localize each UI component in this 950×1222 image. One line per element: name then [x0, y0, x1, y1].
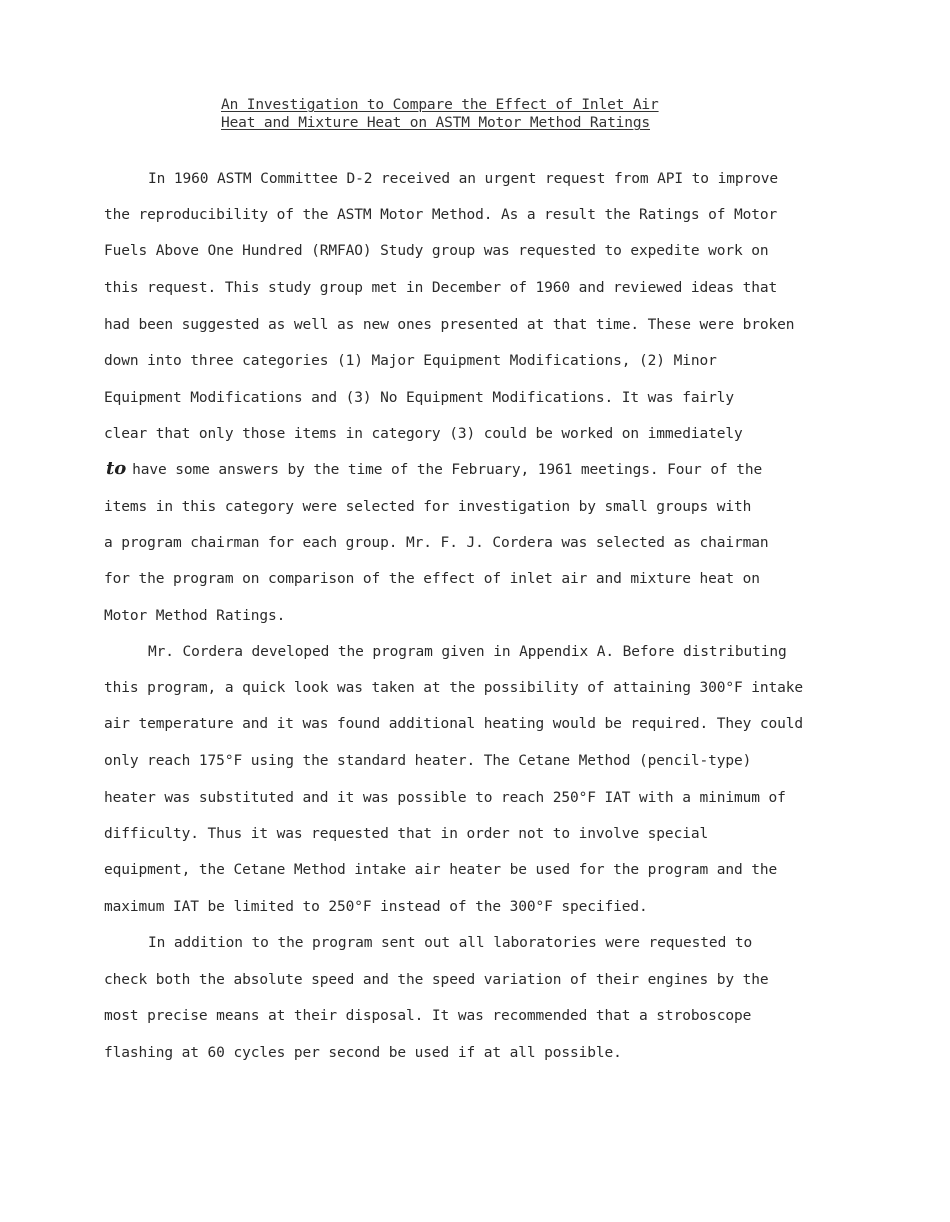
title-line-2: Heat and Mixture Heat on ASTM Motor Method Ratings: [221, 115, 650, 131]
text-line: a program chairman for each group. Mr. F. J. Cordera was selected as chairman: [104, 535, 769, 551]
title-line-1: An Investigation to Compare the Effect of Inlet Air: [221, 97, 659, 113]
text-line: clear that only those items in category (3) could be worked on immediately: [104, 426, 743, 442]
text-line: difficulty. Thus it was requested that in order not to involve special: [104, 826, 709, 842]
text-line-with-annotation: [104, 460, 762, 479]
text-line: had been suggested as well as new ones presented at that time. These were broken: [104, 317, 795, 333]
text-line: Equipment Modifications and (3) No Equipment Modifications. It was fairly: [104, 390, 734, 406]
text-line: maximum IAT be limited to 250°F instead of the 300°F specified.: [104, 899, 648, 915]
text-line: flashing at 60 cycles per second be used if at all possible.: [104, 1045, 622, 1061]
text-line: the reproducibility of the ASTM Motor Method. As a result the Ratings of Motor: [104, 207, 778, 223]
text-line: Fuels Above One Hundred (RMFAO) Study group was requested to expedite work on: [104, 243, 769, 259]
text-line: only reach 175°F using the standard heater. The Cetane Method (pencil-type): [104, 753, 752, 769]
text-line: items in this category were selected for investigation by small groups with: [104, 499, 752, 515]
handwritten-annotation: to: [106, 458, 127, 479]
text-line: most precise means at their disposal. It was recommended that a stroboscope: [104, 1008, 752, 1024]
text-line-rest: have some answers by the time of the February, 1961 meetings. Four of the: [132, 462, 763, 478]
text-line: Mr. Cordera developed the program given in Appendix A. Before distributing: [148, 644, 787, 660]
text-line: this program, a quick look was taken at the possibility of attaining 300°F intake: [104, 680, 804, 696]
text-line: Motor Method Ratings.: [104, 608, 286, 624]
text-line: heater was substituted and it was possible to reach 250°F IAT with a minimum of: [104, 790, 786, 806]
text-line: for the program on comparison of the effect of inlet air and mixture heat on: [104, 571, 760, 587]
text-line: air temperature and it was found additional heating would be required. They could: [104, 716, 804, 732]
text-line: In addition to the program sent out all laboratories were requested to: [148, 935, 753, 951]
text-line: this request. This study group met in December of 1960 and reviewed ideas that: [104, 280, 778, 296]
document-title: [221, 96, 701, 132]
text-line: equipment, the Cetane Method intake air heater be used for the program and the: [104, 862, 778, 878]
text-line: down into three categories (1) Major Equipment Modifications, (2) Minor: [104, 353, 717, 369]
text-line: In 1960 ASTM Committee D-2 received an urgent request from API to improve: [148, 171, 778, 187]
text-line: check both the absolute speed and the speed variation of their engines by the: [104, 972, 769, 988]
